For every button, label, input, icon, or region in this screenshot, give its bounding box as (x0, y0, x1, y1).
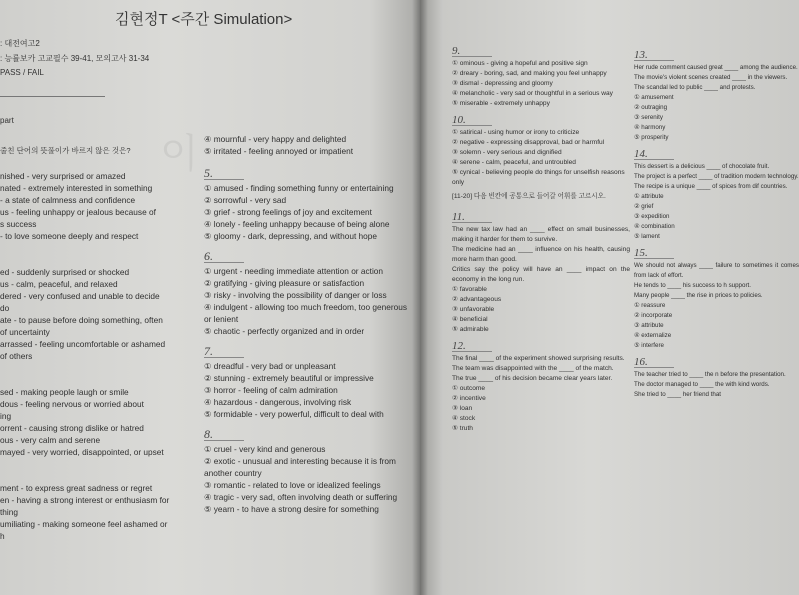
left-fragment-line: thing (0, 507, 18, 517)
left-fragment-line: us - feeling unhappy or jealous because of (0, 207, 156, 217)
answer-option: ③ loan (452, 405, 473, 412)
answer-option: ③ risky - involving the possibility of danger or loss (204, 290, 387, 300)
left-fragment-line: us - calm, peaceful, and relaxed (0, 279, 118, 289)
question-sentence: The final ____ of the experiment showed surprising results. (452, 355, 625, 362)
right-page (420, 0, 799, 595)
question-number: 8. (204, 428, 244, 441)
question-number: 15. (634, 248, 674, 259)
option-text: ⑤ irritated - feeling annoyed or impatient (204, 146, 354, 156)
answer-option: ① urgent - needing immediate attention or action (204, 266, 384, 276)
answer-option: ① amusement (634, 94, 674, 101)
question-sentence: The doctor managed to ____ the with kind words. (634, 381, 770, 388)
answer-option: ② sorrowful - very sad (204, 195, 287, 205)
question-sentence: The project is a perfect ____ of tradition modern technology. (634, 173, 799, 180)
answer-option: ④ tragic - very sad, often involving death or suffering (204, 492, 398, 502)
question-sentence: The recipe is a unique ____ of spices from dif countries. (634, 183, 788, 190)
question-number: 9. (452, 46, 492, 57)
question-sentence: She tried to ____ her friend that (634, 391, 722, 398)
question-sentence: The scandal led to public ____ and protests. (634, 84, 756, 91)
answer-option: ⑤ chaotic - perfectly organized and in order (204, 326, 365, 336)
question-number: 16. (634, 357, 674, 368)
left-fragment-line: mayed - very worried, disappointed, or upset (0, 447, 164, 457)
left-fragment-line (0, 470, 200, 482)
question-number: 14. (634, 149, 674, 160)
left-fragment-line: ment - to express great sadness or regret (0, 483, 153, 493)
question-sentence: The new tax law had an ____ effect on small businesses, making it harder for them to survive. (452, 226, 630, 243)
left-fragment-line: en - having a strong interest or enthusiasm for (0, 495, 170, 505)
answer-option: ④ melancholic - very sad or thoughtful in a serious way (452, 90, 613, 97)
answer-option: ② exotic - unusual and interesting because it is from another country (204, 456, 396, 478)
left-fragment-line: ed - suddenly surprised or shocked (0, 267, 130, 277)
left-fragment-line: umiliating - making someone feel ashamed or (0, 519, 168, 529)
answer-option: ③ solemn - very serious and dignified (452, 149, 562, 156)
question-sentence: The teacher tried to ____ the n before the presentation. (634, 371, 786, 378)
answer-option: ① favorable (452, 286, 487, 293)
answer-option: ④ harmony (634, 124, 666, 131)
answer-option: ③ romantic - related to love or idealized feelings (204, 480, 381, 490)
answer-option: ⑤ cynical - believing people do things for unselfish reasons only (452, 169, 625, 186)
question-number: 12. (452, 341, 492, 352)
answer-option: ③ attribute (634, 322, 664, 329)
left-fragment-line: - to love someone deeply and respect (0, 231, 139, 241)
left-fragment-line: of uncertainty (0, 327, 50, 337)
left-fragment-line: s success (0, 219, 37, 229)
answer-option: ⑤ admirable (452, 326, 489, 333)
answer-option: ② incentive (452, 395, 486, 402)
question-sentence: The movie's violent scenes created ____ in the viewers. (634, 74, 788, 81)
answer-option: ④ combination (634, 223, 675, 230)
left-fragment-line (0, 374, 200, 386)
left-fragment-line (0, 458, 200, 470)
answer-option: ④ externalize (634, 332, 672, 339)
left-fragment-line: nated - extremely interested in something (0, 183, 153, 193)
middle-column (204, 133, 414, 515)
answer-option: ⑤ miserable - extremely unhappy (452, 100, 550, 107)
answer-option: ③ horror - feeling of calm admiration (204, 385, 338, 395)
right-column-2 (634, 44, 799, 400)
answer-option: ⑤ formidable - very powerful, difficult to deal with (204, 409, 384, 419)
answer-option: ① attribute (634, 193, 664, 200)
answer-option: ④ serene - calm, peaceful, and untroubled (452, 159, 576, 166)
left-fragment-line: dered - very confused and unable to decide (0, 291, 160, 301)
question-prompt: 줄친 단어의 뜻풀이가 바르지 않은 것은? (0, 146, 131, 155)
question-number: 7. (204, 345, 244, 358)
part-label: part (0, 116, 14, 125)
left-fragment-column (0, 170, 200, 542)
left-fragment-line (0, 242, 200, 254)
answer-option: ① ominous - giving a hopeful and positive sign (452, 60, 588, 67)
left-fragment-line: arrassed - feeling uncomfortable or ashamed (0, 339, 166, 349)
answer-option: ⑤ interfere (634, 342, 664, 349)
answer-option: ④ hazardous - dangerous, involving risk (204, 397, 352, 407)
question-sentence: He tends to ____ his success to h support. (634, 282, 751, 289)
left-fragment-line: h (0, 531, 5, 541)
answer-option: ① dreadful - very bad or unpleasant (204, 361, 336, 371)
answer-option: ① cruel - very kind and generous (204, 444, 326, 454)
left-fragment-line: ous - very calm and serene (0, 435, 101, 445)
answer-option: ② stunning - extremely beautiful or impressive (204, 373, 374, 383)
range-info: : 능률보카 고교필수 39-41, 모의고사 31-34 (0, 54, 150, 63)
question-sentence: The true ____ of his decision became clear years later. (452, 375, 613, 382)
question-sentence: Many people ____ the rise in prices to policies. (634, 292, 763, 299)
answer-option: ⑤ lament (634, 233, 660, 240)
answer-option: ② negative - expressing disapproval, bad or harmful (452, 139, 605, 146)
answer-option: ② gratifying - giving pleasure or satisfaction (204, 278, 365, 288)
answer-option: ① outcome (452, 385, 486, 392)
question-sentence: Her rude comment caused great ____ among the audience. (634, 64, 798, 71)
question-sentence: We should not always ____ failure to sometimes it comes from lack of effort. (634, 262, 799, 279)
answer-option: ② outraging (634, 104, 668, 111)
answer-option: ③ expedition (634, 213, 670, 220)
left-fragment-line: - a state of calmness and confidence (0, 195, 136, 205)
pass-fail: PASS / FAIL (0, 68, 44, 77)
answer-option: ② incorporate (634, 312, 673, 319)
left-fragment-line: nished - very surprised or amazed (0, 171, 126, 181)
answer-option: ② dreary - boring, sad, and making you feel unhappy (452, 70, 607, 77)
left-fragment-line (0, 362, 200, 374)
question-sentence: This dessert is a delicious ____ of chocolate fruit. (634, 163, 770, 170)
answer-option: ④ lonely - feeling unhappy because of being alone (204, 219, 390, 229)
left-fragment-line: orrent - causing strong dislike or hatred (0, 423, 144, 433)
name-line (0, 96, 105, 97)
right-column-1 (452, 40, 630, 434)
answer-option: ④ beneficial (452, 316, 488, 323)
answer-option: ③ unfavorable (452, 306, 495, 313)
question-number: 11. (452, 212, 492, 223)
question-sentence: The medicine had an ____ influence on his health, causing more harm than good. (452, 246, 630, 263)
left-fragment-line: of others (0, 351, 33, 361)
answer-option: ⑤ gloomy - dark, depressing, and without hope (204, 231, 378, 241)
book-gutter (412, 0, 428, 595)
answer-option: ④ indulgent - allowing too much freedom, too generous or lenient (204, 302, 407, 324)
left-fragment-line: ing (0, 411, 12, 421)
answer-option: ② advantageous (452, 296, 502, 303)
option-text: ④ mournful - very happy and delighted (204, 134, 347, 144)
left-fragment-line: do (0, 303, 10, 313)
answer-option: ③ serenity (634, 114, 663, 121)
answer-option: ④ stock (452, 415, 476, 422)
bleed-through-mark: 이 (160, 131, 199, 177)
answer-option: ⑤ prosperity (634, 134, 669, 141)
question-number: 10. (452, 115, 492, 126)
left-fragment-line (0, 254, 200, 266)
answer-option: ① satirical - using humor or irony to criticize (452, 129, 580, 136)
question-number: 5. (204, 167, 244, 180)
answer-option: ① amused - finding something funny or entertaining (204, 183, 394, 193)
worksheet-title: 김현정T <주간 Simulation> (115, 11, 293, 28)
answer-option: ⑤ yearn - to have a strong desire for something (204, 504, 379, 514)
question-sentence: Critics say the policy will have an ____ impact on the economy in the long run. (452, 266, 630, 283)
answer-option: ③ grief - strong feelings of joy and excitement (204, 207, 372, 217)
left-fragment-line: dous - feeling nervous or worried about (0, 399, 144, 409)
question-number: 6. (204, 250, 244, 263)
answer-option: ① reassure (634, 302, 666, 309)
answer-option: ③ dismal - depressing and gloomy (452, 80, 553, 87)
answer-option: ② grief (634, 203, 654, 210)
question-number: 13. (634, 50, 674, 61)
left-fragment-line: ate - to pause before doing something, often (0, 315, 163, 325)
answer-option: ⑤ truth (452, 425, 473, 432)
question-sentence: The team was disappointed with the ____ of the match. (452, 365, 614, 372)
class-info: : 대전여고2 (0, 39, 40, 48)
section-instruction: [11-20] 다음 빈칸에 공통으로 들어갈 어휘를 고르시오. (452, 193, 606, 200)
left-fragment-line: sed - making people laugh or smile (0, 387, 129, 397)
